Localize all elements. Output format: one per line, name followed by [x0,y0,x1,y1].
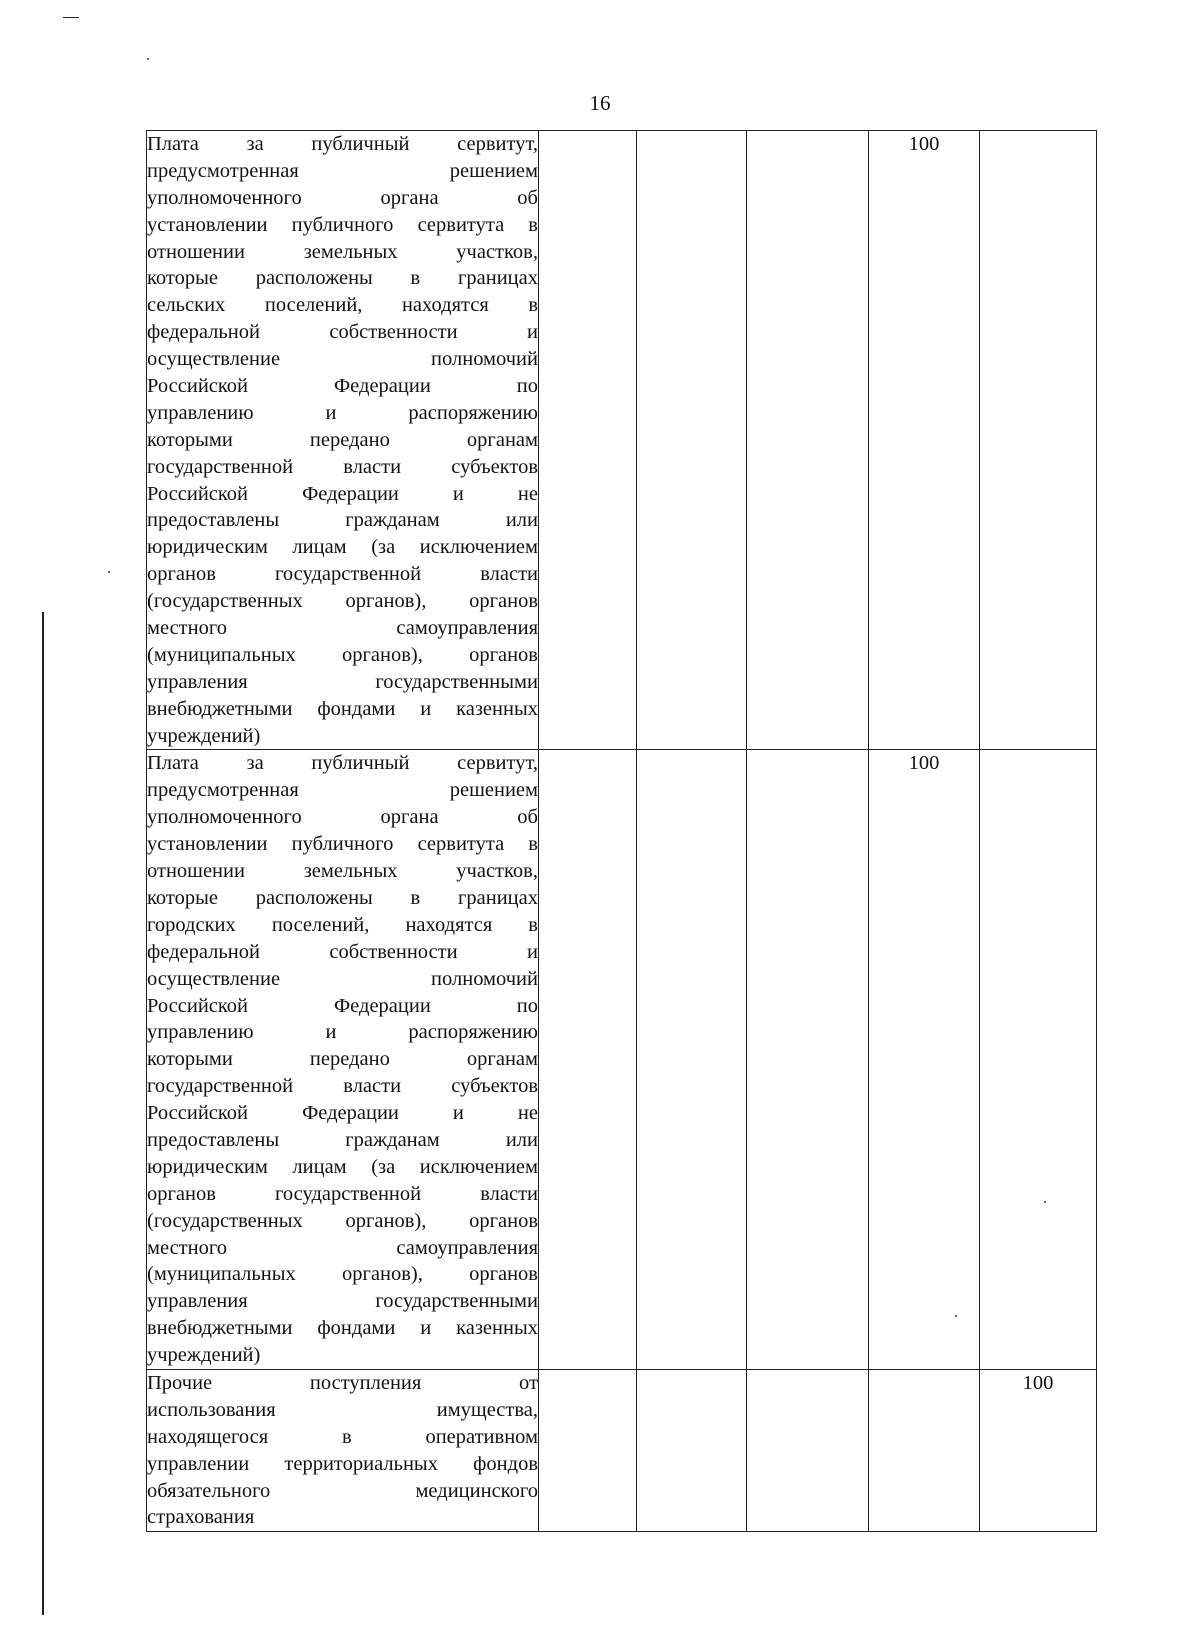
description-line: предоставлены гражданам или [147,509,538,532]
description-line: юридическим лицам (за исключением [147,536,538,559]
description-line: уполномоченного органа об [147,186,538,209]
description-line: юридическим лицам (за исключением [147,1155,538,1178]
description-line: управления государственными [147,1290,538,1313]
description-line: находящегося в оперативном [147,1425,538,1448]
budget-share-cell-5: 100 [980,1369,1097,1531]
description-line: уполномоченного органа об [147,806,538,829]
budget-share-cell-1 [539,1369,637,1531]
description-line: городских поселений, находятся в [147,913,538,936]
description-line: которыми передано органам [147,1048,538,1071]
description-line: предусмотренная решением [147,159,538,182]
description-line: местного самоуправления [147,1236,538,1259]
description-line: Плата за публичный сервитут, [147,133,538,155]
description-line: внебюджетными фондами и казенных [147,697,538,720]
description-line: управлению и распоряжению [147,1021,538,1044]
income-description-cell [147,1369,539,1531]
budget-share-cell-1 [539,131,637,750]
description-line: установлении публичного сервитута в [147,833,538,856]
description-line: которые расположены в границах [147,267,538,290]
description-line: установлении публичного сервитута в [147,213,538,236]
description-line: Российской Федерации и не [147,482,538,505]
description-line: управлении территориальных фондов [147,1452,538,1475]
budget-share-cell-4 [869,1369,980,1531]
description-line: страхования [147,1506,255,1529]
table-row [147,1369,1097,1531]
description-line: сельских поселений, находятся в [147,294,538,317]
description-line: (муниципальных органов), органов [147,1263,538,1286]
description-line: местного самоуправления [147,617,538,640]
description-line: предоставлены гражданам или [147,1128,538,1151]
description-line: обязательного медицинского [147,1479,538,1502]
description-line: которые расположены в границах [147,886,538,909]
description-line: Плата за публичный сервитут, [147,752,538,775]
budget-share-cell-4: 100 [869,131,980,750]
description-line: Российской Федерации по [147,375,538,398]
budget-share-cell-3 [747,750,869,1369]
description-line: управления государственными [147,670,538,693]
budget-share-cell-3 [747,1369,869,1531]
description-line: Прочие поступления от [147,1371,538,1394]
description-line: управлению и распоряжению [147,401,538,424]
description-line: использования имущества, [147,1398,538,1421]
budget-share-cell-1 [539,750,637,1369]
description-line: органов государственной власти [147,1182,538,1205]
description-line: отношении земельных участков, [147,860,538,883]
description-line: осуществление полномочий [147,967,538,990]
description-line: осуществление полномочий [147,348,538,371]
description-line: государственной власти субъектов [147,1075,538,1098]
description-line: (государственных органов), органов [147,1209,538,1232]
budget-share-cell-2 [637,1369,747,1531]
budget-share-cell-5 [980,131,1097,750]
budget-share-cell-4: 100 [869,750,980,1369]
description-line: учреждений) [147,724,261,747]
scan-speck [147,58,149,60]
description-line: федеральной собственности и [147,940,538,963]
budget-share-cell-5 [980,750,1097,1369]
income-description-cell [147,750,539,1369]
page-number: 16 [589,91,611,115]
budget-share-cell-3 [747,131,869,750]
scan-speck [108,571,110,573]
table-row [147,131,1097,750]
table-row [147,750,1097,1369]
scan-artifact-left-rule [42,612,44,1615]
description-line: (государственных органов), органов [147,590,538,613]
income-description-cell [147,131,539,750]
scan-artifact-top-dash [63,17,79,18]
description-line: федеральной собственности и [147,321,538,344]
description-line: государственной власти субъектов [147,455,538,478]
budget-share-cell-2 [637,750,747,1369]
description-line: Российской Федерации и не [147,1102,538,1125]
description-line: отношении земельных участков, [147,240,538,263]
description-line: внебюджетными фондами и казенных [147,1317,538,1340]
description-line: которыми передано органам [147,428,538,451]
description-line: органов государственной власти [147,563,538,586]
description-line: Российской Федерации по [147,994,538,1017]
budget-share-cell-2 [637,131,747,750]
revenue-table [146,130,1097,1532]
description-line: (муниципальных органов), органов [147,643,538,666]
description-line: предусмотренная решением [147,779,538,802]
description-line: учреждений) [147,1344,261,1367]
